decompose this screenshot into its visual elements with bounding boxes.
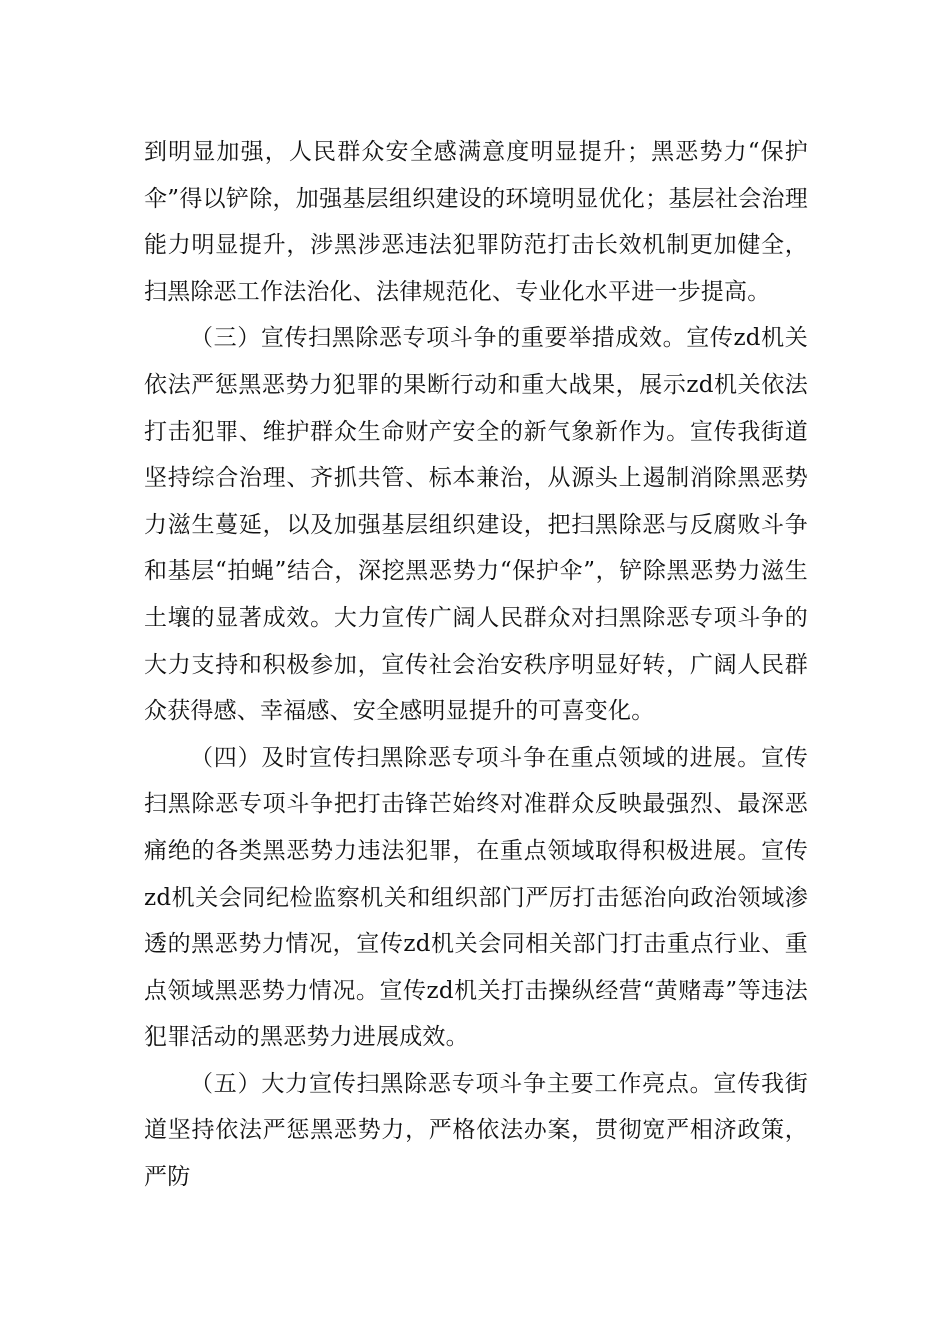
paragraph-section-3: （三）宣传扫黑除恶专项斗争的重要举措成效。宣传zd机关依法严惩黑恶势力犯罪的果断行动和重大战果，展示zd机关依法打击犯罪、维护群众生命财产安全的新气象新作为。宣传我街道坚持综合治理、齐抓共管、标本兼治，从源头上遏制消除黑恶势力滋生蔓延，以及加强基层组织建设，把扫黑除恶与反腐败斗争和基层“拍蝇”结合，深挖黑恶势力“保护伞”，铲除黑恶势力滋生土壤的显著成效。大力宣传广阔人民群众对扫黑除恶专项斗争的大力支持和积极参加，宣传社会治安秩序明显好转，广阔人民群众获得感、幸福感、安全感明显提升的可喜变化。 (144, 325, 808, 725)
paragraph-section-5: （五）大力宣传扫黑除恶专项斗争主要工作亮点。宣传我街道坚持依法严惩黑恶势力，严格依法办案，贯彻宽严相济政策，严防 (144, 1070, 808, 1191)
paragraph-continuation: 到明显加强，人民群众安全感满意度明显提升；黑恶势力“保护伞”得以铲除，加强基层组织建设的环境明显优化；基层社会治理能力明显提升，涉黑涉恶违法犯罪防范打击长效机制更加健全，扫黑除恶工作法治化、法律规范化、专业化水平进一步提高。 (144, 139, 808, 305)
document-body (144, 129, 808, 1201)
paragraph-section-4: （四）及时宣传扫黑除恶专项斗争在重点领域的进展。宣传扫黑除恶专项斗争把打击锋芒始终对准群众反映最强烈、最深恶痛绝的各类黑恶势力违法犯罪，在重点领域取得积极进展。宣传zd机关会同纪检监察机关和组织部门严厉打击惩治向政治领域渗透的黑恶势力情况，宣传zd机关会同相关部门打击重点行业、重点领域黑恶势力情况。宣传zd机关打击操纵经营“黄赌毒”等违法犯罪活动的黑恶势力进展成效。 (144, 744, 808, 1051)
